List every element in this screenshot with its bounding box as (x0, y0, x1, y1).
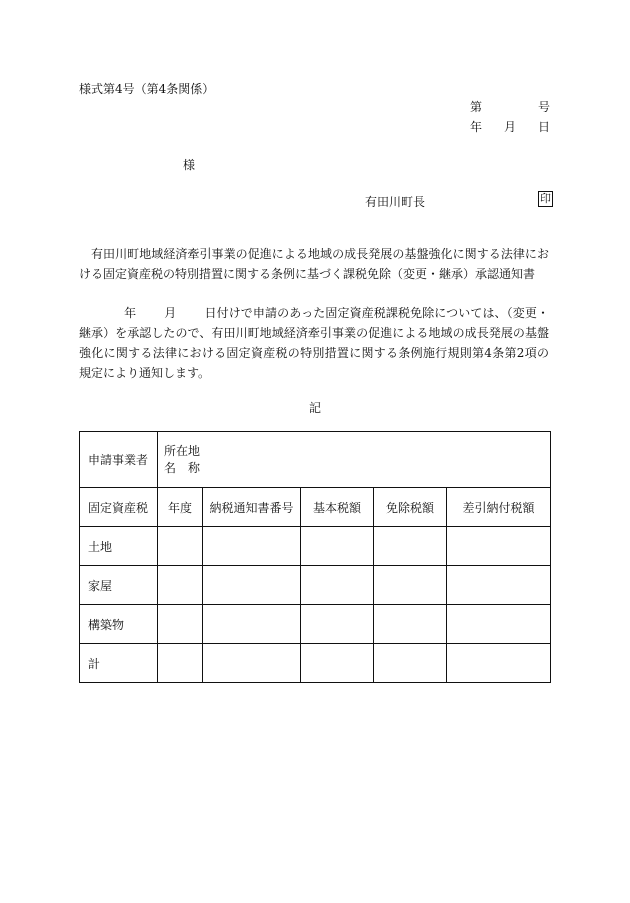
document-number-prefix: 第 (470, 100, 483, 114)
date-year: 年 (470, 120, 483, 134)
table-cell (203, 527, 301, 566)
table-row (80, 644, 551, 683)
header-category: 固定資産税 (80, 488, 158, 527)
table-row (80, 605, 551, 644)
table-cell (203, 566, 301, 605)
table-cell (203, 644, 301, 683)
form-number: 様式第4号（第4条関係） (79, 82, 215, 96)
table-cell (301, 566, 374, 605)
seal-mark: 印 (540, 192, 551, 205)
date-day: 日 (537, 120, 550, 134)
header-exempt-tax: 免除税額 (374, 488, 447, 527)
table-cell (158, 644, 203, 683)
header-net-tax: 差引納付税額 (447, 488, 551, 527)
address-label: 所在地 (164, 443, 201, 458)
header-row (80, 488, 551, 527)
table-cell (447, 566, 551, 605)
body-month: 月 (164, 306, 177, 320)
document-number-suffix: 号 (537, 100, 550, 114)
table-cell (447, 527, 551, 566)
applicant-row (80, 432, 551, 488)
document-title: 有田川町地域経済牽引事業の促進による地域の成長発展の基盤強化に関する法律における固定資産税の特別措置に関する条例に基づく課税免除（変更・継承）承認通知書 (79, 247, 549, 281)
addressee: 様 (183, 158, 196, 172)
row-label-structure: 構築物 (80, 605, 158, 644)
table-cell (158, 527, 203, 566)
table-row (80, 527, 551, 566)
header-notice-number: 納税通知書番号 (203, 488, 301, 527)
row-label-house: 家屋 (80, 566, 158, 605)
date-month: 月 (503, 120, 516, 134)
body-year: 年 (124, 306, 137, 320)
header-fiscal-year: 年度 (158, 488, 203, 527)
document-number (470, 98, 550, 115)
header-base-tax: 基本税額 (301, 488, 374, 527)
applicant-details (158, 432, 551, 488)
table-cell (203, 605, 301, 644)
tax-exemption-table (79, 431, 551, 683)
row-label-total: 計 (80, 644, 158, 683)
table-cell (158, 566, 203, 605)
name-label: 名 称 (164, 460, 201, 475)
table-cell (374, 605, 447, 644)
table-cell (374, 527, 447, 566)
applicant-label: 申請事業者 (80, 432, 158, 488)
table-cell (301, 644, 374, 683)
table-cell (158, 605, 203, 644)
table-cell (447, 605, 551, 644)
issuer: 有田川町長 (365, 195, 426, 209)
body-text: 日付けで申請のあった固定資産税課税免除については、（変更・継承）を承認したので、有田川町地域経済牽引事業の促進による地域の成長発展の基盤強化に関する法律における固定資産税の特別措置に関する条例施行規則第4条第2項の規定により通知します。 (79, 306, 549, 380)
row-label-land: 土地 (80, 527, 158, 566)
table-cell (301, 605, 374, 644)
ki-heading: 記 (309, 401, 322, 415)
table-cell (447, 644, 551, 683)
table-cell (374, 566, 447, 605)
table-row (80, 566, 551, 605)
document-date (470, 118, 550, 135)
table-cell (301, 527, 374, 566)
body-paragraph (79, 303, 549, 383)
table-cell (374, 644, 447, 683)
